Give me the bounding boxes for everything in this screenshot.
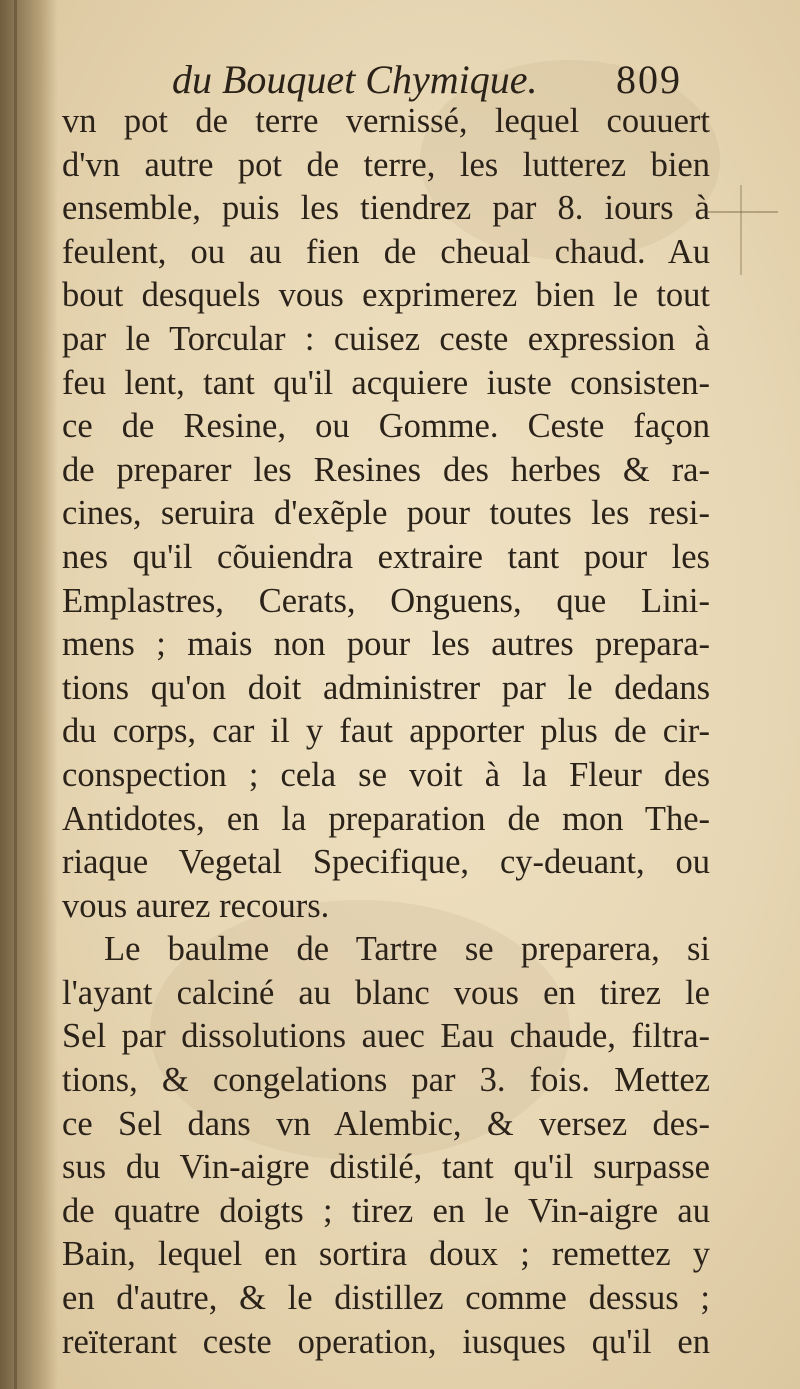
text-line: en d'autre, & le distillez comme dessus ; — [62, 1279, 710, 1318]
paragraph-start-line: Le baulme de Tartre se preparera, si — [104, 930, 710, 969]
margin-mark-stroke — [708, 211, 778, 213]
text-line: par le Torcular : cuisez ceste expression à — [62, 319, 710, 358]
text-line: tions qu'on doit administrer par le dedans — [62, 668, 710, 707]
text-line: du corps, car il y faut apporter plus de cir- — [62, 712, 710, 751]
body-text — [62, 100, 710, 1364]
gutter-edge — [14, 0, 17, 1389]
text-line: cines, seruira d'exẽple pour toutes les resi- — [62, 494, 710, 533]
paragraph-end-line: vous aurez recours. — [62, 886, 330, 925]
text-line: vn pot de terre vernissé, lequel couuert — [62, 102, 710, 140]
text-line: ce de Resine, ou Gomme. Ceste façon — [62, 407, 710, 446]
text-line: nes qu'il cõuiendra extraire tant pour les — [62, 537, 710, 576]
running-head — [60, 48, 720, 108]
margin-mark-stroke — [740, 185, 742, 275]
text-line: riaque Vegetal Specifique, cy-deuant, ou — [62, 843, 710, 882]
text-line: bout desquels vous exprimerez bien le tout — [62, 276, 710, 315]
margin-pencil-mark — [708, 185, 778, 275]
text-line: feulent, ou au fien de cheual chaud. Au — [62, 232, 710, 271]
text-line: sus du Vin-aigre distilé, tant qu'il surpasse — [62, 1148, 710, 1187]
binding-gutter — [0, 0, 58, 1389]
text-line: conspection ; cela se voit à la Fleur des — [62, 755, 710, 794]
text-line: mens ; mais non pour les autres prepara- — [62, 625, 710, 664]
page-number: 809 — [616, 57, 682, 102]
text-line: ensemble, puis les tiendrez par 8. iours à — [62, 189, 710, 228]
text-line: l'ayant calciné au blanc vous en tirez le — [62, 973, 710, 1012]
text-line: de quatre doigts ; tirez en le Vin-aigre au — [62, 1191, 710, 1230]
text-line: Bain, lequel en sortira doux ; remettez y — [62, 1235, 710, 1274]
text-line: d'vn autre pot de terre, les lutterez bien — [62, 145, 710, 184]
text-line: Emplastres, Cerats, Onguens, que Lini- — [62, 581, 710, 620]
text-line: de preparer les Resines des herbes & ra- — [62, 450, 710, 489]
text-line: feu lent, tant qu'il acquiere iuste consisten- — [62, 363, 710, 402]
text-line: Antidotes, en la preparation de mon The- — [62, 799, 710, 838]
text-line: tions, & congelations par 3. fois. Mettez — [62, 1061, 710, 1100]
text-line: ce Sel dans vn Alembic, & versez des- — [62, 1104, 710, 1143]
running-head-title: du Bouquet Chymique. — [172, 57, 538, 102]
text-line: reïterant ceste operation, iusques qu'il en — [62, 1322, 710, 1361]
text-line: Sel par dissolutions auec Eau chaude, filtra- — [62, 1017, 710, 1056]
